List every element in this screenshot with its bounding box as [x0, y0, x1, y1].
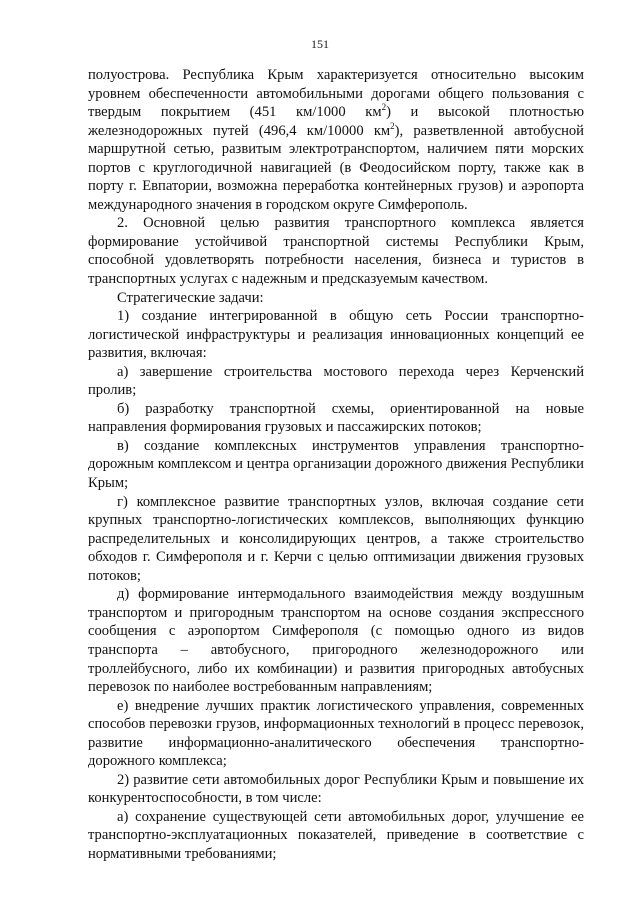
paragraph-text: 2) развитие сети автомобильных дорог Республики Крым и повышение их конкурентоспособности, в том числе:: [88, 771, 584, 807]
paragraph-text: Стратегические задачи:: [117, 289, 264, 306]
paragraph-text: е) внедрение лучших практик логистического управления, современных способов перевозки грузов, информационных технологий в процесс перевозок, развитие информационно-аналитического обеспечения транспортно-дорожного комплекса;: [88, 697, 584, 770]
paragraph: [88, 214, 584, 288]
paragraph: [88, 289, 584, 308]
superscript: 2: [381, 102, 387, 113]
paragraph-text: г) комплексное развитие транспортных узлов, включая создание сети крупных транспортно-логистических комплексов, выполняющих функцию распределительных и консолидирующих центров, а также строительство обходов г. Симферополя и г. Керчи с целью оптимизации движения грузовых потоков;: [88, 493, 584, 584]
paragraph-text: полуострова. Республика Крым характеризуется относительно высоким уровнем обеспеченности автомобильными дорогами общего пользования с твердым покрытием (451 км/1000 км: [88, 67, 584, 121]
paragraph-text: а) завершение строительства мостового перехода через Керченский пролив;: [88, 363, 584, 399]
paragraph: [88, 493, 584, 586]
paragraph-text: 1) создание интегрированной в общую сеть России транспортно-логистической инфраструктуры и реализация инновационных концепций ее развития, включая:: [88, 308, 584, 362]
paragraph: [88, 66, 584, 214]
document-body: [88, 66, 584, 864]
paragraph: [88, 437, 584, 493]
superscript: 2: [390, 120, 395, 131]
paragraph: [88, 400, 584, 437]
paragraph-text: д) формирование интермодального взаимодействия между воздушным транспортом и пригородным транспортом на основе создания экспрессного сообщения с аэропортом Симферополя (с помощью одного из видов транспорта – автобусного, пригородного железнодорожного или троллейбусного, либо их комбинации) и развития пригородных автобусных перевозок по наиболее востребованным направлениям;: [88, 586, 584, 696]
paragraph: [88, 363, 584, 400]
paragraph-text: 2. Основной целью развития транспортного комплекса является формирование устойчивой транспортной системы Республики Крым, способной удовлетворять потребности населения, бизнеса и туристов в транспортных услугах с надежным и предсказуемым качеством.: [88, 215, 584, 288]
paragraph: [88, 771, 584, 808]
paragraph: [88, 307, 584, 363]
paragraph: [88, 585, 584, 696]
page-number: 151: [311, 37, 329, 51]
paragraph: [88, 697, 584, 771]
paragraph-text: в) создание комплексных инструментов управления транспортно-дорожным комплексом и центра организации дорожного движения Республики Крым;: [88, 437, 584, 492]
paragraph-text: ) и высокой плотностью железнодорожных путей (496,4 км/10000 км: [88, 104, 585, 139]
paragraph-text: ), разветвленной автобусной маршрутной сетью, развитым электротранспортом, наличием пяти морских портов с круглогодичной навигацией (в Феодосийском порту, также как в порту г. Евпатории, возможна переработка контейнерных грузов) и аэропорта международного значения в городском округе Симферополь.: [88, 122, 584, 213]
paragraph: [88, 808, 584, 864]
paragraph-text: а) сохранение существующей сети автомобильных дорог, улучшение ее транспортно-эксплуатационных показателей, приведение в соответствие с нормативными требованиями;: [88, 808, 584, 862]
paragraph-text: б) разработку транспортной схемы, ориентированной на новые направления формирования грузовых и пассажирских потоков;: [88, 400, 584, 436]
